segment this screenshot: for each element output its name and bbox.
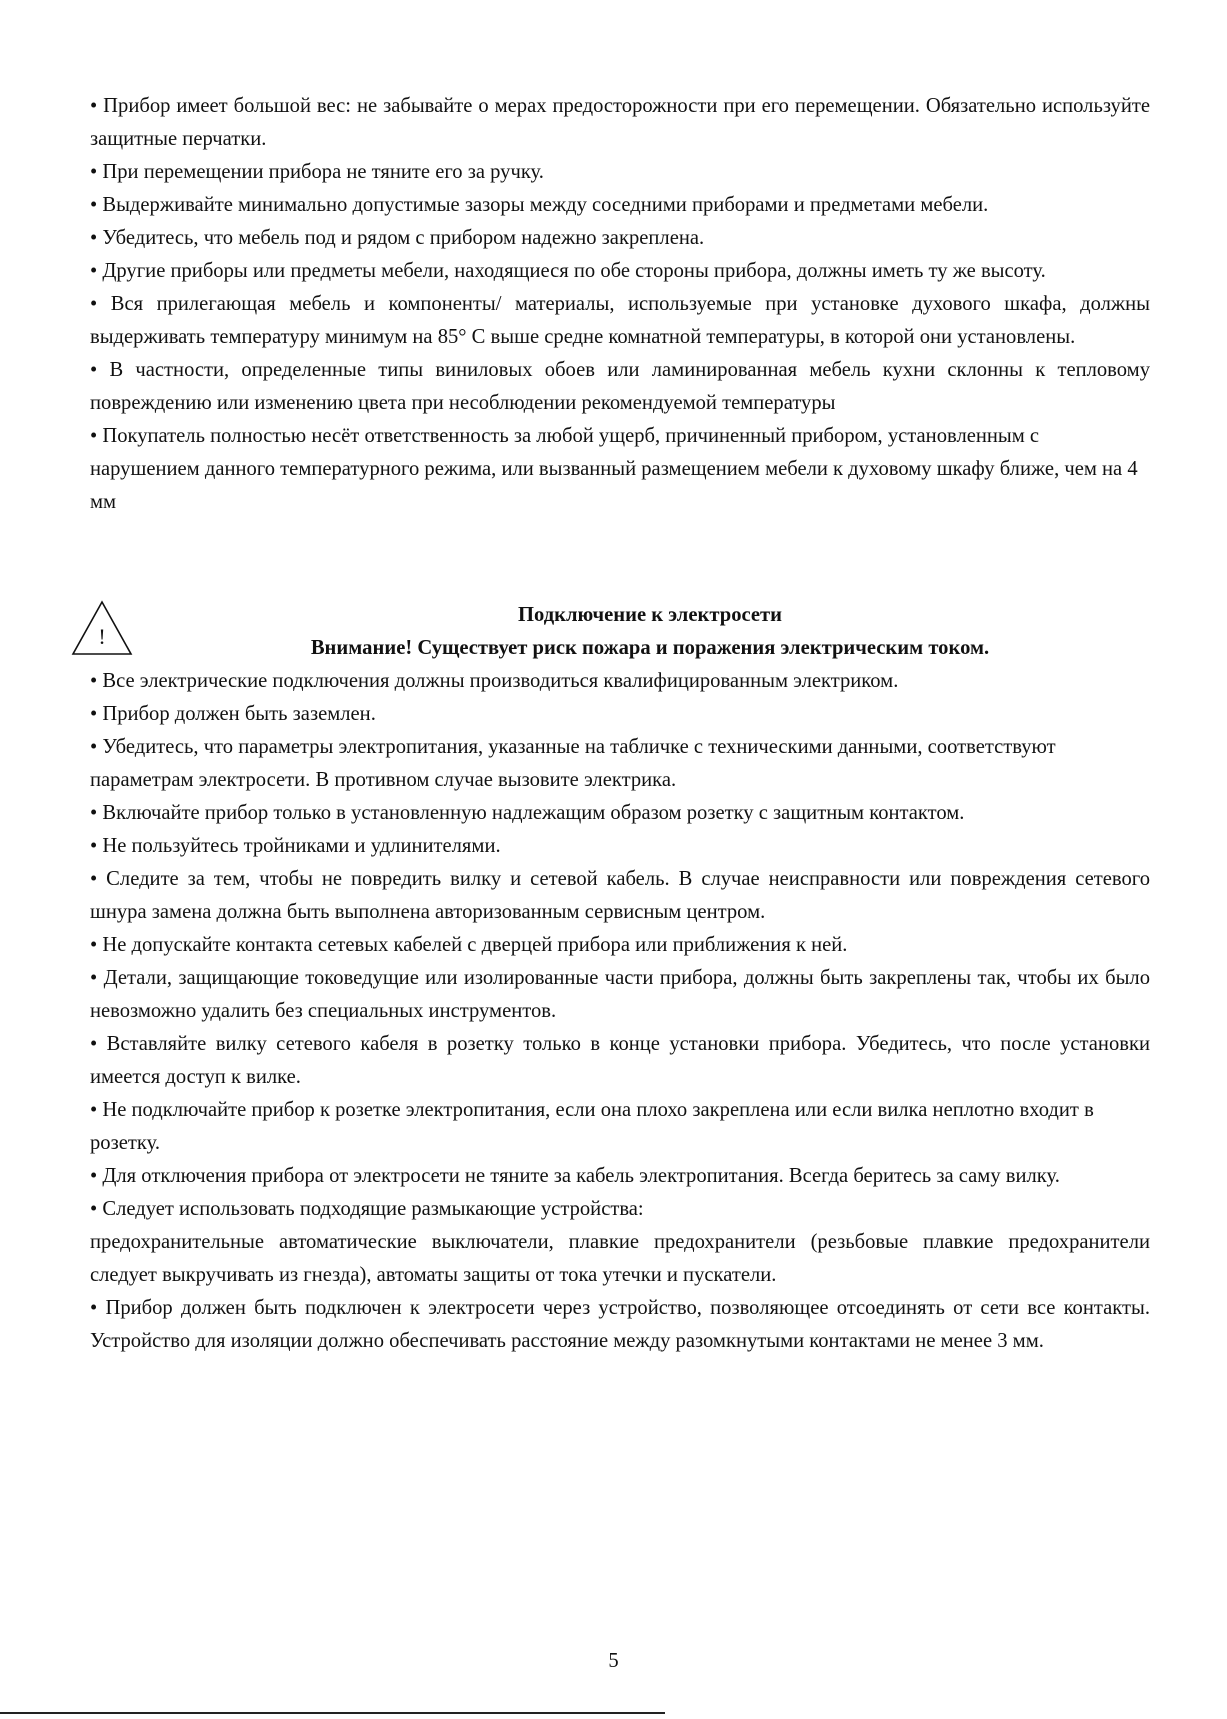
paragraph: • Другие приборы или предметы мебели, находящиеся по обе стороны прибора, должны иметь ту же высоту. bbox=[90, 260, 1046, 282]
paragraph: • Не допускайте контакта сетевых кабелей с дверцей прибора или приближения к ней. bbox=[90, 934, 848, 956]
paragraph: • Включайте прибор только в установленную надлежащим образом розетку с защитным контактом. bbox=[90, 802, 965, 824]
warning-text: Внимание! Существует риск пожара и поражения электрическим током. bbox=[310, 637, 990, 659]
section-title: Подключение к электросети bbox=[517, 604, 783, 626]
bottom-divider bbox=[0, 1712, 665, 1714]
paragraph: • Не подключайте прибор к розетке электропитания, если она плохо закреплена или если вилка неплотно входит в розетку. bbox=[90, 1099, 1094, 1154]
paragraph: • Покупатель полностью несёт ответственность за любой ущерб, причиненный прибором, установленным с нарушением данного температурного режима, или вызванный размещением мебели к духовому шкафу ближе, чем на 4 мм bbox=[90, 425, 1138, 513]
paragraph: • Вставляйте вилку сетевого кабеля в розетку только в конце установки прибора. Убедитесь, что после установки имеется доступ к вилке. bbox=[90, 1033, 1150, 1088]
page-number: 5 bbox=[608, 1650, 619, 1672]
paragraph: • При перемещении прибора не тяните его за ручку. bbox=[90, 161, 544, 183]
paragraph: • Убедитесь, что мебель под и рядом с прибором надежно закреплена. bbox=[90, 227, 705, 249]
paragraph: • Детали, защищающие токоведущие или изолированные части прибора, должны быть закреплены так, чтобы их было невозможно удалить без специальных инструментов. bbox=[90, 967, 1150, 1022]
paragraph: • Прибор должен быть подключен к электросети через устройство, позволяющее отсоединять от сети все контакты. Устройство для изоляции должно обеспечивать расстояние между разомкнутыми контактами не менее 3 мм. bbox=[90, 1297, 1150, 1352]
paragraph: • Следует использовать подходящие размыкающие устройства: bbox=[90, 1198, 644, 1220]
paragraph: • Прибор должен быть заземлен. bbox=[90, 703, 376, 725]
paragraph: предохранительные автоматические выключатели, плавкие предохранители (резьбовые плавкие предохранители следует выкручивать из гнезда), автоматы защиты от тока утечки и пускатели. bbox=[90, 1231, 1150, 1286]
paragraph: • Все электрические подключения должны производиться квалифицированным электриком. bbox=[90, 670, 899, 692]
section-heading bbox=[90, 599, 1150, 665]
warning-symbol: ! bbox=[98, 624, 106, 649]
section-gap bbox=[90, 519, 1150, 599]
paragraph: • Вся прилегающая мебель и компоненты/ материалы, используемые при установке духового шкафа, должны выдерживать температуру минимум на 85° С выше средне комнатной температуры, в которой они установлены. bbox=[90, 293, 1150, 348]
paragraph: • В частности, определенные типы виниловых обоев или ламинированная мебель кухни склонны к тепловому повреждению или изменению цвета при несоблюдении рекомендуемой температуры bbox=[90, 359, 1150, 414]
paragraph: • Выдерживайте минимально допустимые зазоры между соседними приборами и предметами мебели. bbox=[90, 194, 989, 216]
paragraph: • Убедитесь, что параметры электропитания, указанные на табличке с техническими данными, соответствуют параметрам электросети. В противном случае вызовите электрика. bbox=[90, 736, 1056, 791]
paragraph: • Для отключения прибора от электросети не тяните за кабель электропитания. Всегда беритесь за саму вилку. bbox=[90, 1165, 1060, 1187]
paragraph: • Следите за тем, чтобы не повредить вилку и сетевой кабель. В случае неисправности или повреждения сетевого шнура замена должна быть выполнена авторизованным сервисным центром. bbox=[90, 868, 1150, 923]
paragraph: • Не пользуйтесь тройниками и удлинителями. bbox=[90, 835, 501, 857]
paragraph: • Прибор имеет большой вес: не забывайте о мерах предосторожности при его перемещении. Обязательно используйте защитные перчатки. bbox=[90, 95, 1150, 150]
document-page bbox=[90, 90, 1150, 1358]
